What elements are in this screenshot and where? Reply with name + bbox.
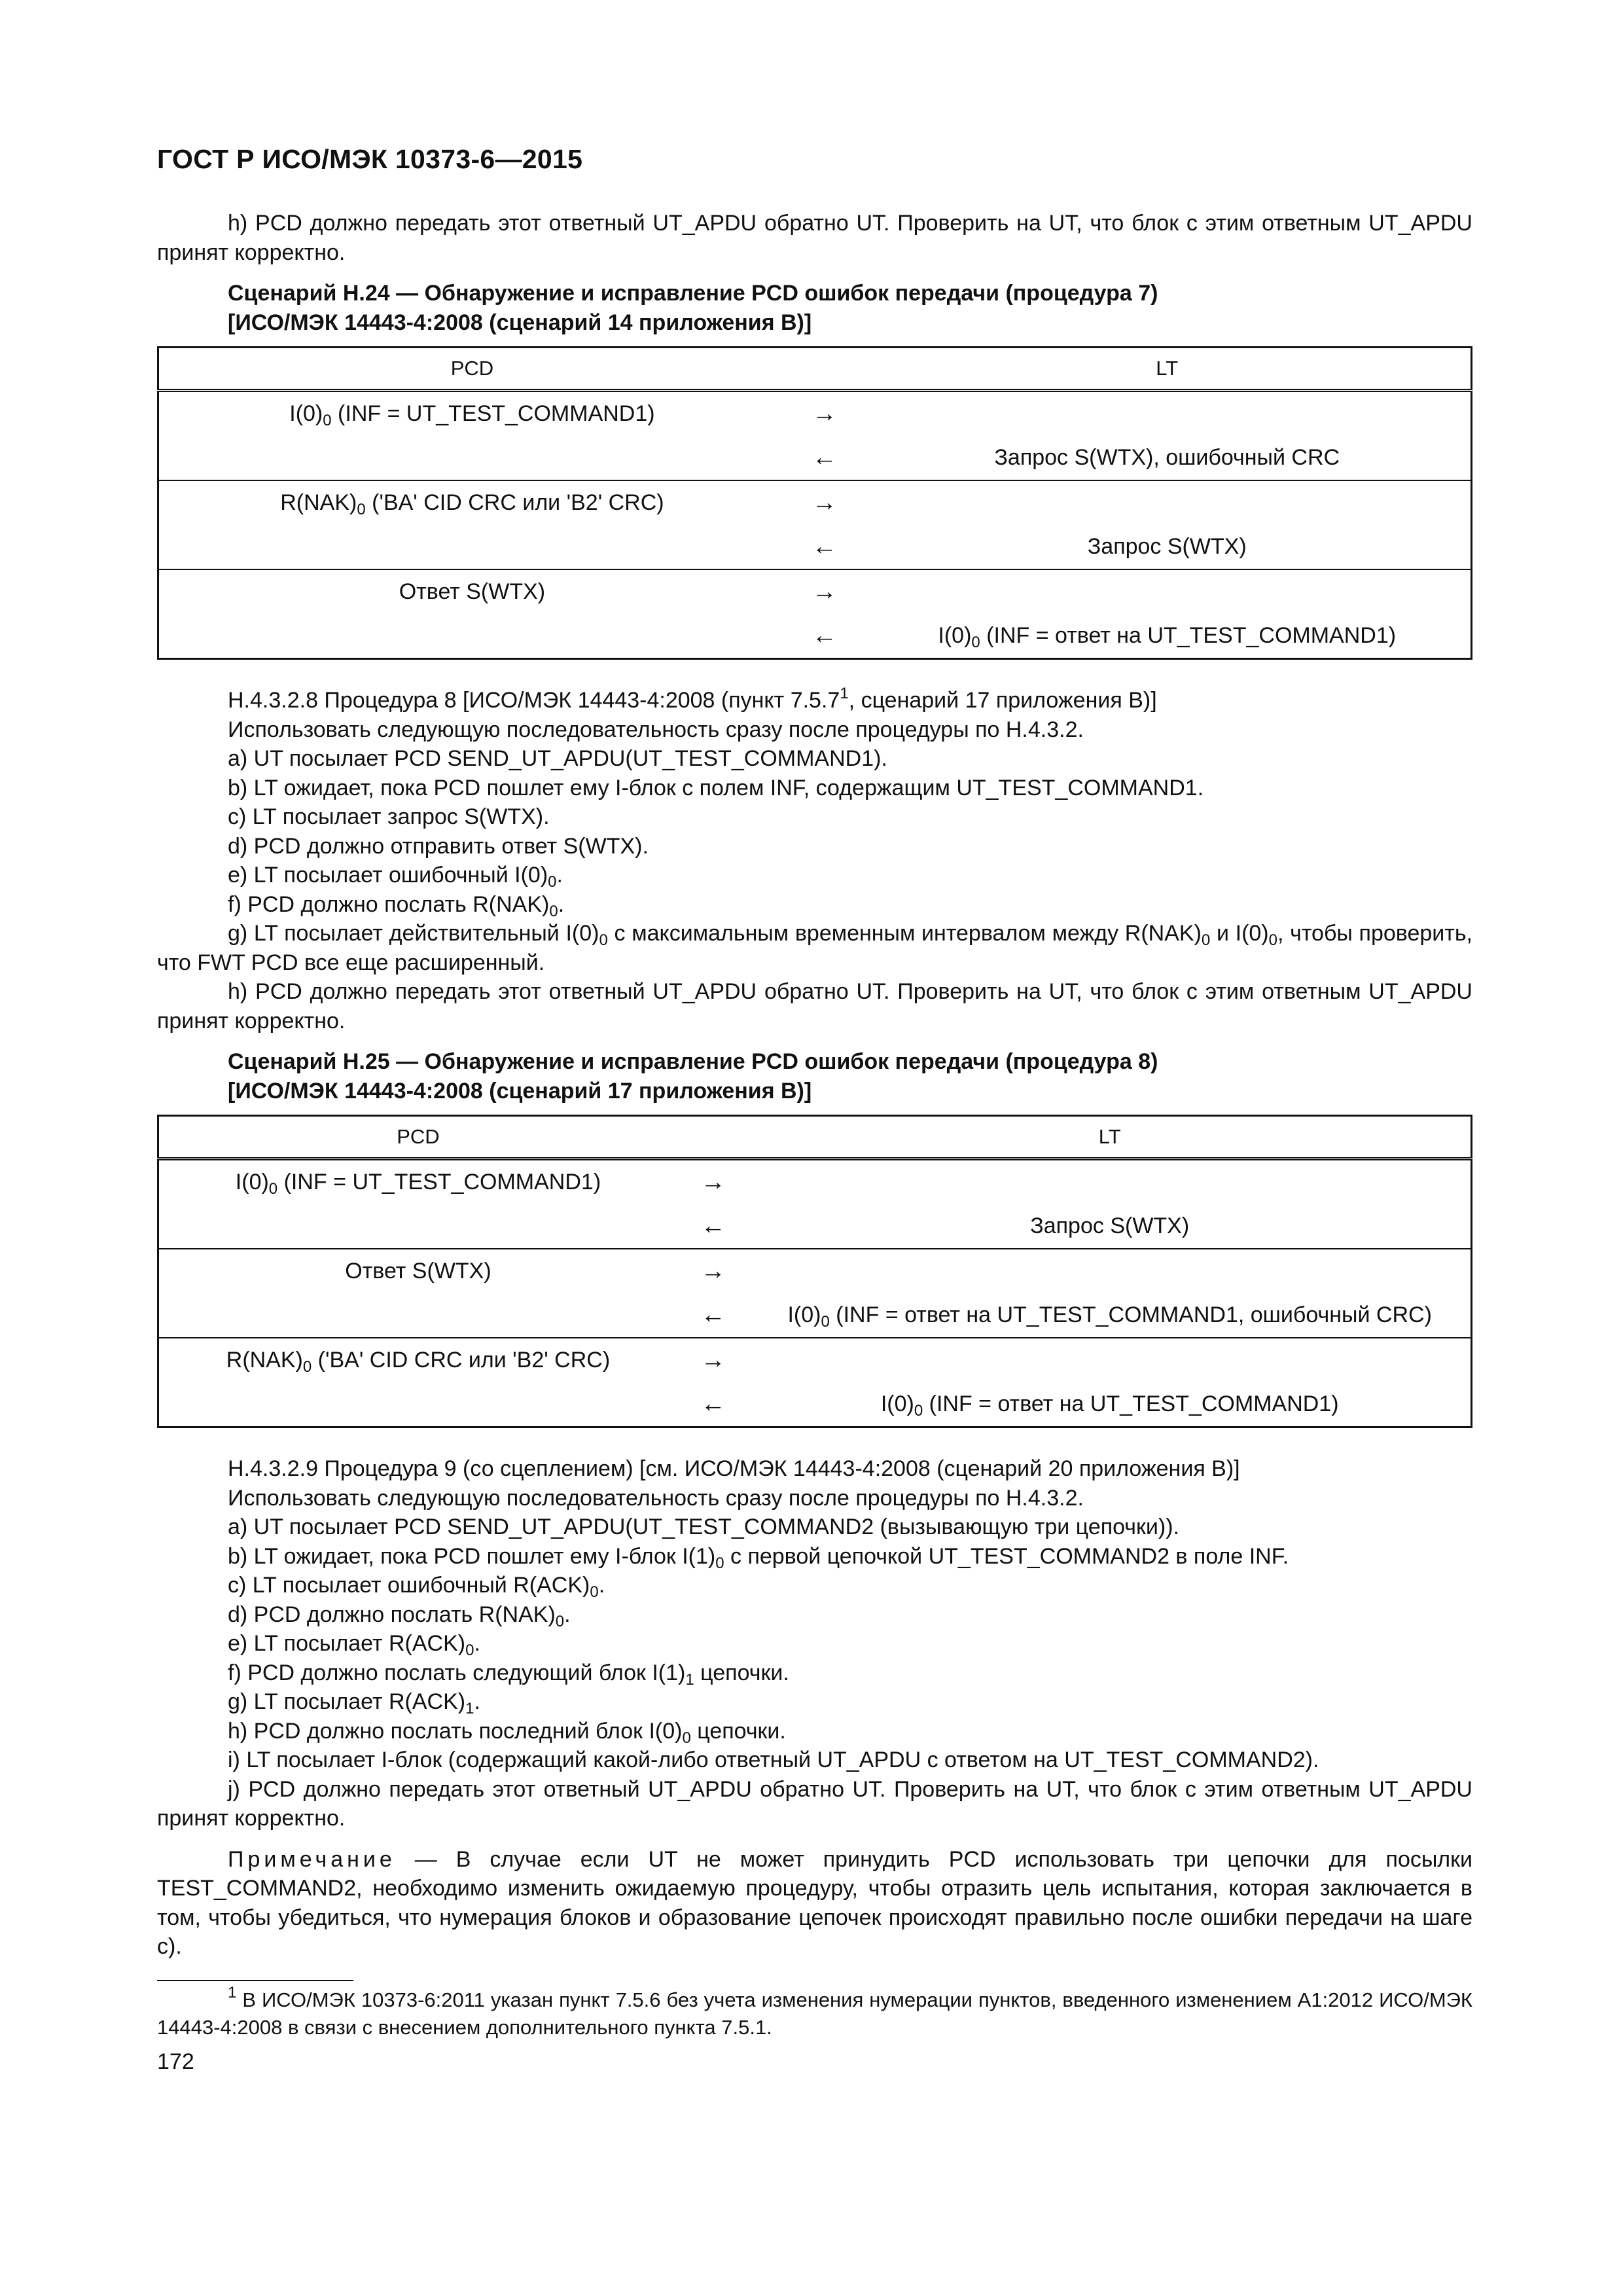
procedure-9: Н.4.3.2.9 Процедура 9 (со сцеплением) [см. ИСО/МЭК 14443-4:2008 (сценарий 20 приложения В)] Использовать следующую последовательность сразу после процедуры по Н.4.3.2. a) UT посылает PCD SEND_UT_APDU(UT_TEST_COMMAND2 (вызывающую три цепочки)). b) LT ожидает, пока PCD пошлет ему I-блок $I(1)_0$ с первой цепочкой UT_TEST_COMMAND2 в поле INF. c) LT посылает ошибочный $R(ACK)_0$. d) PCD должно послать $R(NAK)_0$. e) LT посылает $R(ACK)_0$. f) PCD должно послать следующий блок $I(1)_1$ цепочки. g) LT посылает $R(ACK)_1$. h) PCD должно послать последний блок $I(0)_0$ цепочки. i) LT посылает I-блок (содержащий какой-либо ответный UT_APDU с ответом на UT_TEST_COMMAND2). j) PCD должно передать этот ответный UT_APDU обратно UT. Проверить на UT, что блок с этим ответным UT_APDU принят корректно. — [157, 1454, 1472, 1833]
table-row: $R(NAK)_0$ ('BA' CID CRC или 'B2' CRC) → — [158, 1338, 1472, 1382]
left-arrow-icon: ← — [812, 444, 837, 471]
table-row: ← Запрос S(WTX) — [158, 1204, 1472, 1249]
left-arrow-icon: ← — [700, 1212, 726, 1240]
page-number: 172 — [157, 2049, 194, 2074]
list-item: c) LT посылает ошибочный $R(ACK)_0$. — [228, 1573, 605, 1601]
list-item: i) LT посылает I-блок (содержащий какой-либо ответный UT_APDU с ответом на UT_TEST_COMMAND2). — [228, 1748, 1319, 1772]
table-row: $I(0)_0$ (INF = UT_TEST_COMMAND1) → — [158, 1159, 1472, 1205]
document-header: ГОСТ Р ИСО/МЭК 10373-6—2015 — [157, 144, 583, 174]
left-arrow-icon: ← — [700, 1390, 726, 1418]
table-row: ← Запрос S(WTX) — [158, 525, 1472, 569]
table-row: Ответ S(WTX) → — [158, 1249, 1472, 1293]
column-header-lt: LT — [749, 1116, 1471, 1159]
list-item: b) LT ожидает, пока PCD пошлет ему I-блок с полем INF, содержащим UT_TEST_COMMAND1. — [228, 775, 1204, 800]
list-item: c) LT посылает запрос S(WTX). — [228, 804, 550, 829]
table-row: $I(0)_0$ (INF = UT_TEST_COMMAND1) → — [158, 391, 1472, 437]
list-item: h) PCD должно послать последний блок $I(0)_0$ цепочки. — [228, 1718, 786, 1747]
list-item: e) LT посылает $R(ACK)_0$. — [228, 1631, 480, 1659]
document-page — [157, 144, 1472, 2075]
scenario-25-table — [157, 1115, 1472, 1428]
table-row: ← Запрос S(WTX), ошибочный CRC — [158, 436, 1472, 480]
right-arrow-icon: → — [785, 480, 864, 525]
right-arrow-icon: → — [677, 1338, 749, 1382]
scenario-24-title: Сценарий Н.24 — Обнаружение и исправление PCD ошибок передачи (процедура 7) [ИСО/МЭК 14443-4:2008 (сценарий 14 приложения В)] — [228, 281, 1158, 335]
right-arrow-icon: → — [785, 569, 864, 614]
table-row: ← $I(0)_0$ (INF = ответ на UT_TEST_COMMAND1) — [158, 1382, 1472, 1427]
note: Примечание — В случае если UT не может принудить PCD использовать три цепочки для посылки TEST_COMMAND2, необходимо изменить ожидаемую процедуру, чтобы отразить цель испытания, которая заключается в том, чтобы убедиться, что нумерация блоков и образование цепочек происходят правильно после ошибки передачи на шаге c). — [157, 1846, 1472, 1959]
list-item: h) PCD должно передать этот ответный UT_APDU обратно UT. Проверить на UT, что блок с этим ответным UT_APDU принят корректно. — [157, 979, 1472, 1033]
footnote-divider — [157, 1980, 353, 1981]
footnote-reference: 1 — [840, 685, 849, 702]
list-item: g) LT посылает $R(ACK)_1$. — [228, 1689, 480, 1717]
scenario-25-title: Сценарий Н.25 — Обнаружение и исправление PCD ошибок передачи (процедура 8) [ИСО/МЭК 14443-4:2008 (сценарий 17 приложения В)] — [228, 1049, 1158, 1103]
left-arrow-icon: ← — [812, 533, 837, 560]
column-header-pcd: PCD — [158, 348, 785, 391]
right-arrow-icon: → — [812, 400, 837, 427]
left-arrow-icon: ← — [812, 622, 837, 649]
note-label: Примечание — [228, 1846, 396, 1872]
list-item: d) PCD должно отправить ответ S(WTX). — [228, 833, 649, 859]
table-row: ← $I(0)_0$ (INF = ответ на UT_TEST_COMMAND1) — [158, 614, 1472, 659]
table-row: ← $I(0)_0$ (INF = ответ на UT_TEST_COMMAND1, ошибочный CRC) — [158, 1293, 1472, 1338]
procedure-9-heading: Н.4.3.2.9 Процедура 9 (со сцеплением) [см. ИСО/МЭК 14443-4:2008 (сценарий 20 приложения В)] — [228, 1456, 1240, 1481]
scenario-24-table — [157, 346, 1472, 660]
list-item: a) UT посылает PCD SEND_UT_APDU(UT_TEST_COMMAND1). — [228, 746, 887, 771]
list-item: f) PCD должно послать следующий блок $I(1)_1$ цепочки. — [228, 1660, 789, 1689]
procedure-8-heading: Н.4.3.2.8 Процедура 8 [ИСО/МЭК 14443-4:2008 (пункт 7.5.7$^1$, сценарий 17 приложения В)] — [228, 685, 1157, 713]
list-item: j) PCD должно передать этот ответный UT_APDU обратно UT. Проверить на UT, что блок с этим ответным UT_APDU принят корректно. — [157, 1776, 1472, 1831]
column-header-lt: LT — [863, 348, 1471, 391]
right-arrow-icon: → — [700, 1168, 726, 1196]
list-item: b) LT ожидает, пока PCD пошлет ему I-блок $I(1)_0$ с первой цепочкой UT_TEST_COMMAND2 в поле INF. — [228, 1543, 1289, 1572]
column-header-pcd: PCD — [158, 1116, 677, 1159]
intro-paragraph: h) PCD должно передать этот ответный UT_APDU обратно UT. Проверить на UT, что блок с этим ответным UT_APDU принят корректно. — [157, 211, 1472, 265]
table-row: Ответ S(WTX) → — [158, 569, 1472, 614]
list-item: g) LT посылает действительный $I(0)_0$ с максимальным временным интервалом между $R(NAK)_0$ и $I(0)_0$, чтобы проверить, что FWT PCD все еще расширенный. — [157, 921, 1472, 975]
procedure-8: Н.4.3.2.8 Процедура 8 [ИСО/МЭК 14443-4:2008 (пункт 7.5.7$^1$, сценарий 17 приложения В)] Использовать следующую последовательность сразу после процедуры по Н.4.3.2. a) UT посылает PCD SEND_UT_APDU(UT_TEST_COMMAND1). b) LT ожидает, пока PCD пошлет ему I-блок с полем INF, содержащим UT_TEST_COMMAND1. c) LT посылает запрос S(WTX). d) PCD должно отправить ответ S(WTX). e) LT посылает ошибочный $I(0)_0$. f) PCD должно послать $R(NAK)_0$. g) LT посылает действительный $I(0)_0$ с максимальным временным интервалом между $R(NAK)_0$ и $I(0)_0$, чтобы проверить, что FWT PCD все еще расширенный. h) PCD должно передать этот ответный UT_APDU обратно UT. Проверить на UT, что блок с этим ответным UT_APDU принят корректно. — [157, 686, 1472, 1035]
right-arrow-icon: → — [677, 1249, 749, 1293]
list-item: d) PCD должно послать $R(NAK)_0$. — [228, 1602, 571, 1630]
list-item: e) LT посылает ошибочный $I(0)_0$. — [228, 863, 563, 891]
footnote: $^1$ В ИСО/МЭК 10373-6:2011 указан пункт 7.5.6 без учета изменения нумерации пунктов, введенного изменением A1:2012 ИСО/МЭК 14443-4:2008 в связи с внесением дополнительного пункта 7.5.1. — [157, 1983, 1472, 2039]
left-arrow-icon: ← — [700, 1301, 726, 1329]
table-row: $R(NAK)_0$ ('BA' CID CRC или 'B2' CRC) → — [158, 480, 1472, 525]
list-item: a) UT посылает PCD SEND_UT_APDU(UT_TEST_COMMAND2 (вызывающую три цепочки)). — [228, 1515, 1179, 1539]
list-item: f) PCD должно послать $R(NAK)_0$. — [228, 891, 565, 920]
